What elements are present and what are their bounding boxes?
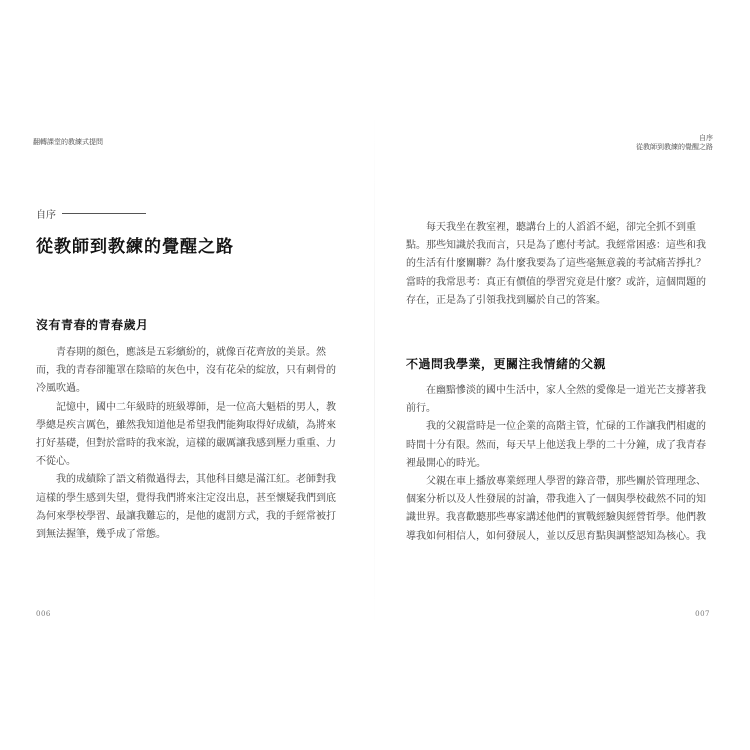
body-line: 打好基礎，但對於當時的我來說，這樣的嚴厲讓我感到壓力重重、力 [36,438,336,450]
body-line: 冷風吹過。 [36,383,86,395]
page-gutter [374,110,375,630]
body-line: 前行。 [406,403,436,415]
body-line: 我的父親當時是一位企業的高階主管，忙碌的工作讓我們相處的 [406,421,706,433]
body-line: 學總是疾言厲色，雖然我知道他是希望我們能夠取得好成績，為將來 [36,419,336,431]
body-line: 導我如何相信人，如何發展人，並以反思育點與調整認知為核心。我 [406,530,706,542]
body-line: 的生活有什麼關聯？為什麼我要為了這些毫無意義的考試痛苦掙扎？ [406,258,706,270]
body-line: 點。那些知識於我而言，只是為了應付考試。我經常困惑：這些和我 [406,240,706,252]
chapter-label-rule [62,213,146,214]
body-line: 這樣的學生感到失望，覺得我們將來注定沒出息，甚至懷疑我們到底 [36,492,336,504]
left-section-heading: 沒有青春的青春歲月 [36,318,149,332]
body-line: 青春期的顏色，應該是五彩繽紛的，就像百花齊放的美景。然 [36,347,326,358]
body-line: 當時的我常思考：真正有價值的學習究竟是什麼？或許，這個問題的 [406,276,706,288]
chapter-label-row [36,207,146,219]
body-line: 到無法握筆，幾乎成了常態。 [36,529,166,541]
chapter-label: 自序 [36,209,56,221]
body-line: 而，我的青春卻籠罩在陰暗的灰色中，沒有花朵的綻放，只有刺骨的 [36,365,336,377]
body-line: 識世界。我喜歡聽那些專家講述他們的實戰經驗與經營哲學。他們教 [406,512,706,524]
body-line: 每天我坐在教室裡，聽講台上的人滔滔不絕，卻完全抓不到重 [406,222,696,233]
right-body-text-bottom [406,382,716,546]
right-running-head-title: 從教師到教練的覺醒之路 [636,143,713,151]
body-line: 我的成績除了語文稍微過得去，其他科目總是滿江紅。老師對我 [36,474,336,486]
right-body-text-top [406,219,716,310]
body-line: 個案分析以及人性發展的討論，帶我進入了一個與學校截然不同的知 [406,494,706,506]
body-line: 父親在車上播放專業經理人學習的錄音帶，那些關於管理理念、 [406,476,706,488]
body-line: 存在，正是為了引領我找到屬於自己的答案。 [406,294,606,306]
body-line: 時間十分有限。然而，每天早上他送我上學的二十分鐘，成了我青春 [406,439,706,451]
body-line: 為何來學校學習、最讓我難忘的，是他的處罰方式，我的手經常被打 [36,510,336,522]
body-line: 不從心。 [36,456,76,468]
right-running-head-label: 自序 [699,134,713,142]
left-running-head: 翻轉課堂的教練式提問 [33,138,103,146]
left-page-number: 006 [36,610,51,618]
body-line: 裡最開心的時光。 [406,457,486,469]
left-body-text [36,344,336,544]
chapter-title: 從教師到教練的覺醒之路 [36,237,234,257]
body-line: 在幽黯慘淡的國中生活中，家人全然的愛像是一道光芒支撐著我 [406,385,706,396]
right-running-head [636,134,713,152]
right-page-number: 007 [695,610,710,618]
right-section-heading: 不過問我學業，更關注我情緒的父親 [406,357,607,371]
body-line: 記憶中，國中二年級時的班級導師，是一位高大魁梧的男人，教 [36,401,336,413]
